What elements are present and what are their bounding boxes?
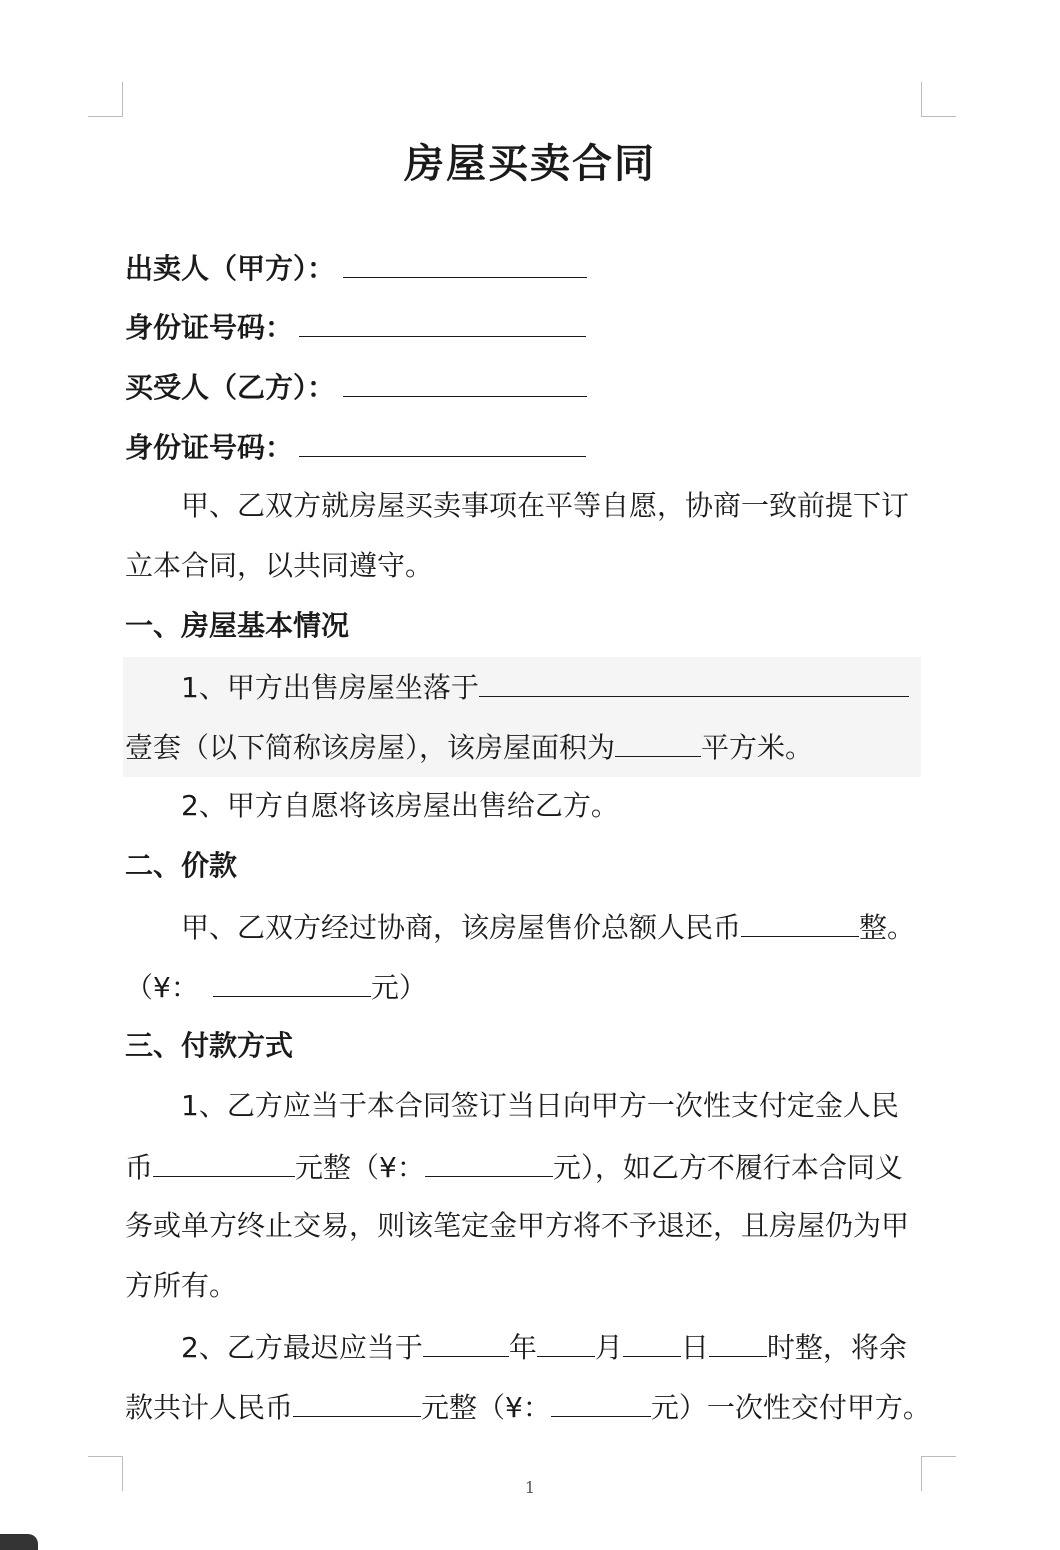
document-title: 房屋买卖合同 (404, 141, 656, 187)
section1-item2: 2、甲方自愿将该房屋出售给乙方。 (181, 789, 619, 822)
section3-item1-line3: 务或单方终止交易，则该笔定金甲方将不予退还，且房屋仍为甲 (125, 1209, 910, 1242)
price-yen-blank[interactable] (213, 966, 371, 997)
section1-item1-text: 1、甲方出售房屋坐落于 (181, 671, 479, 704)
section3-item2-line1 (181, 1326, 907, 1368)
intro-line-1: 甲、乙双方就房屋买卖事项在平等自愿，协商一致前提下订 (181, 489, 910, 522)
page-number: 1 (524, 1478, 536, 1497)
section3-heading: 三、付款方式 (125, 1029, 294, 1062)
area-unit-text: 平方米。 (701, 731, 814, 764)
month-label: 月 (594, 1331, 623, 1364)
deposit-yen-text: 元整（¥： (295, 1151, 425, 1184)
seller-label: 出卖人（甲方）： (125, 252, 336, 285)
intro-line-2: 立本合同，以共同遵守。 (125, 549, 434, 582)
price-yen-suffix: 元） (370, 971, 427, 1004)
balance-clause-text: 元）一次性交付甲方。 (650, 1391, 931, 1424)
day-blank[interactable] (623, 1326, 681, 1357)
deposit-blank[interactable] (153, 1146, 295, 1177)
buyer-id-label: 身份证号码： (125, 431, 294, 464)
balance-yen-blank[interactable] (551, 1386, 651, 1417)
day-label: 日 (680, 1331, 709, 1364)
buyer-id-blank[interactable] (299, 426, 586, 457)
balance-text: 款共计人民币 (125, 1391, 294, 1424)
balance-blank[interactable] (293, 1386, 421, 1417)
seller-blank[interactable] (343, 247, 587, 278)
buyer-blank[interactable] (343, 366, 587, 397)
section2-line1 (181, 906, 915, 948)
section1-item1-line2-text: 壹套（以下简称该房屋），该房屋面积为 (125, 731, 616, 764)
price-text: 甲、乙双方经过协商，该房屋售价总额人民币 (181, 911, 742, 944)
price-blank[interactable] (741, 906, 859, 937)
section3-item1-line2 (125, 1146, 903, 1188)
section2-line2 (125, 966, 427, 1008)
section2-heading: 二、价款 (125, 849, 238, 882)
section1-item1-line2 (125, 726, 813, 768)
buyer-row (125, 366, 587, 408)
area-blank[interactable] (615, 726, 701, 757)
seller-id-blank[interactable] (299, 306, 586, 337)
year-blank[interactable] (423, 1326, 509, 1357)
crop-mark-top-left (88, 82, 123, 117)
seller-row (125, 247, 587, 289)
buyer-label: 买受人（乙方）： (125, 371, 336, 404)
section3-item2-line2 (125, 1386, 931, 1428)
seller-id-row (125, 306, 586, 348)
location-blank[interactable] (479, 666, 909, 697)
hour-blank[interactable] (709, 1326, 767, 1357)
section3-item1-line4: 方所有。 (125, 1269, 238, 1302)
deposit-yen-blank[interactable] (425, 1146, 553, 1177)
balance-yen-text: 元整（¥： (421, 1391, 551, 1424)
deposit-currency-text: 币 (125, 1151, 154, 1184)
deadline-text: 2、乙方最迟应当于 (181, 1331, 423, 1364)
price-yen-prefix: （¥： (125, 971, 199, 1004)
seller-id-label: 身份证号码： (125, 311, 294, 344)
corner-tab (0, 1534, 38, 1550)
section1-item1-line1 (181, 666, 909, 708)
month-blank[interactable] (537, 1326, 595, 1357)
price-suffix: 整。 (859, 911, 916, 944)
crop-mark-top-right (921, 82, 956, 117)
section3-item1-line1: 1、乙方应当于本合同签订当日向甲方一次性支付定金人民 (181, 1089, 899, 1122)
section1-heading: 一、房屋基本情况 (125, 609, 350, 642)
hour-label: 时整，将余 (766, 1331, 907, 1364)
year-label: 年 (508, 1331, 537, 1364)
deposit-clause-text: 元），如乙方不履行本合同义 (552, 1151, 903, 1184)
buyer-id-row (125, 426, 586, 468)
